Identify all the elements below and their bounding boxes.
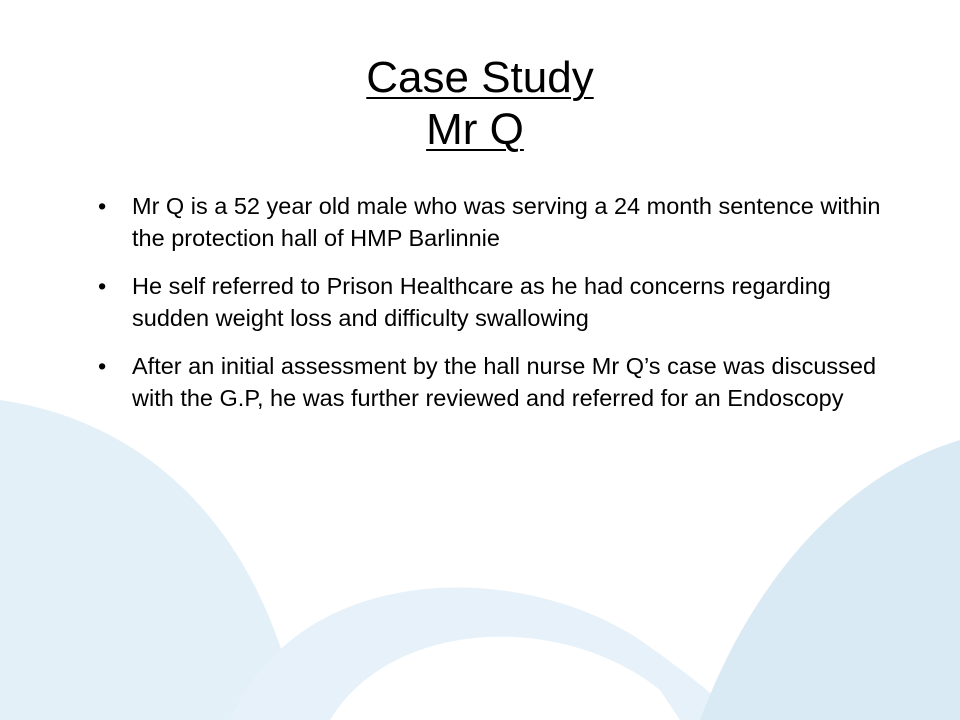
bullet-text: After an initial assessment by the hall nurse Mr Q’s case was discussed with the G.P, he was further reviewed and referred for an Endoscopy [132,353,877,411]
bullet-item [98,270,898,334]
title-line-mr-q: Mr Q [426,105,524,154]
bullet-item [98,190,898,254]
bullet-icon: • [98,193,107,219]
swoosh-right [700,440,960,720]
bullet-list [98,190,898,430]
title-line-case-study: Case Study [366,53,594,102]
bullet-text: Mr Q is a 52 year old male who was serving a 24 month sentence within the protection hall of HMP Barlinnie [132,193,881,251]
slide-title [0,52,960,156]
bullet-icon: • [98,273,107,299]
bullet-item [98,350,898,414]
bullet-text: He self referred to Prison Healthcare as he had concerns regarding sudden weight loss and difficulty swallowing [132,273,831,331]
bullet-icon: • [98,353,107,379]
swoosh-left [0,400,300,720]
